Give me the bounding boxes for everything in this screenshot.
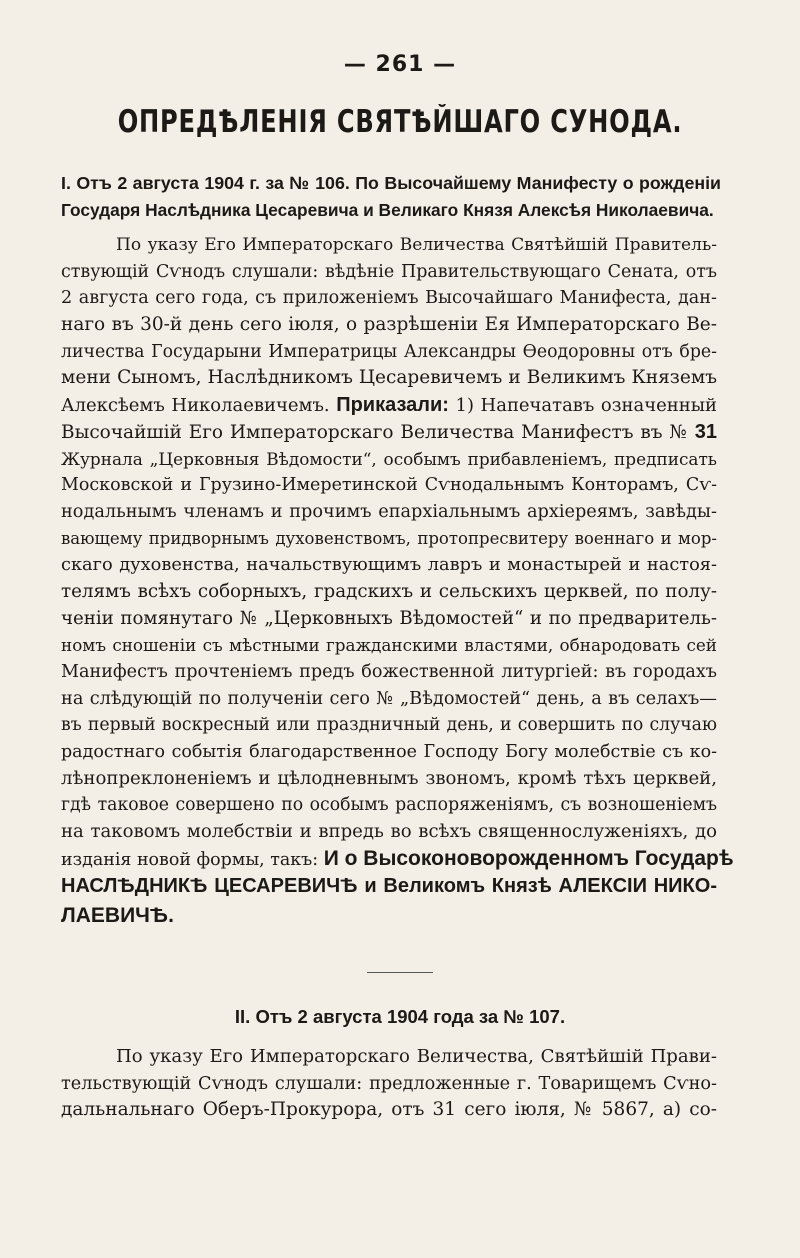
text-line: на слѣдующій по полученіи сего № „Вѣдомостей“ день, а въ селахъ—: [61, 688, 717, 709]
page-title: ОПРЕДѢЛЕНІЯ СВЯТѢЙШАГО СУНОДА.: [117, 104, 683, 140]
text-line-mixed: [61, 419, 717, 446]
text-line: дальнальнаго Оберъ-Прокурора, отъ 31 сего іюля, № 5867, а) со-: [61, 1099, 717, 1121]
section-2-heading: II. Отъ 2 августа 1904 года за № 107.: [234, 1006, 566, 1027]
text-line: вающему придворнымъ духовенствомъ, протопресвитеру военнаго и мор-: [61, 528, 717, 548]
text-span: 1) Напечатавъ означенный: [455, 395, 717, 417]
text-line-mixed: [61, 846, 734, 873]
text-line: Журнала „Церковныя Вѣдомости“, особымъ прибавленіемъ, предписать: [61, 448, 717, 469]
text-line: По указу Его Императорскаго Величества, Святѣйшій Прави-: [116, 1046, 717, 1067]
text-line: наго въ 30-й день сего іюля, о разрѣшеніи Ея Императорскаго Ве-: [61, 314, 717, 336]
prayer-text-line: НАСЛѢДНИКѢ ЦЕСАРЕВИЧѢ и Великомъ Князѣ АЛЕКСІИ НИКО-: [61, 874, 717, 897]
section-1-heading-line: I. Отъ 2 августа 1904 г. за № 106. По Высочайшему Манифесту о рожденіи: [61, 173, 721, 193]
page-number: — 261 —: [343, 52, 457, 77]
section-1-heading: [61, 170, 721, 223]
text-line: мени Сыномъ, Наслѣдникомъ Цесаревичемъ и Великимъ Княземъ: [61, 367, 717, 389]
issue-number: 31: [694, 420, 717, 443]
text-line: на таковомъ молебствіи и впредь во всѣхъ священнослуженіяхъ, до: [61, 821, 717, 843]
text-line: радостнаго событія благодарственное Господу Богу молебствіе съ ко-: [61, 742, 717, 763]
decision-label: Приказали:: [336, 394, 449, 417]
text-line: личества Государыни Императрицы Александры Ѳеодоровны отъ бре-: [61, 341, 717, 362]
section-2-body: [61, 1044, 717, 1124]
text-line: гдѣ таковое совершено по особымъ распоряженіямъ, съ возношеніемъ: [61, 795, 717, 816]
text-line: ченіи помянутаго № „Церковныхъ Вѣдомостей“ и по предваритель-: [61, 607, 717, 629]
section-1-body: [61, 232, 734, 933]
text-line: Манифестъ прочтеніемъ предъ божественной литургіей: въ городахъ: [61, 662, 717, 682]
text-line: нодальнымъ членамъ и прочимъ епархіальнымъ архіереямъ, завѣды-: [61, 501, 717, 522]
text-line: скаго духовенства, начальствующимъ лавръ и монастырей и настоя-: [61, 555, 717, 576]
section-divider: [367, 972, 433, 973]
text-span: Алексѣемъ Николаевичемъ.: [61, 395, 330, 417]
text-line: Московской и Грузино-Имеретинской Сѵнодальнымъ Конторамъ, Сѵ-: [61, 475, 717, 496]
text-span: изданія новой формы, такъ:: [61, 849, 319, 870]
text-line: лѣнопреклоненіемъ и цѣлодневнымъ звономъ, кромѣ тѣхъ церквей,: [61, 767, 717, 789]
text-line: номъ сношеніи съ мѣстными гражданскими властями, обнародовать сей: [61, 635, 717, 656]
text-line: телямъ всѣхъ соборныхъ, градскихъ и сельскихъ церквей, по полу-: [61, 580, 717, 602]
prayer-text: И о Высоконоворожденномъ Государѣ: [323, 846, 734, 870]
text-line: По указу Его Императорскаго Величества Святѣйшій Правитель-: [116, 235, 717, 255]
text-line: 2 августа сего года, съ приложеніемъ Высочайшаго Манифеста, дан-: [61, 288, 717, 309]
prayer-text-line: ЛАЕВИЧѢ.: [61, 903, 175, 927]
text-line: тельствующій Сѵнодъ слушали: предложенные г. Товарищемъ Сѵно-: [61, 1073, 717, 1094]
section-1-heading-line: Государя Наслѣдника Цесаревича и Великаго Князя Алексѣя Николаевича.: [61, 199, 714, 220]
text-line: въ первый воскресный или праздничный день, и совершить по случаю: [61, 715, 717, 736]
text-line: ствующій Сѵнодъ слушали: вѣдѣніе Правительствующаго Сената, отъ: [61, 261, 717, 282]
text-line-mixed: [61, 392, 717, 419]
text-span: Высочайшій Его Императорскаго Величества Манифестъ въ №: [61, 421, 688, 443]
